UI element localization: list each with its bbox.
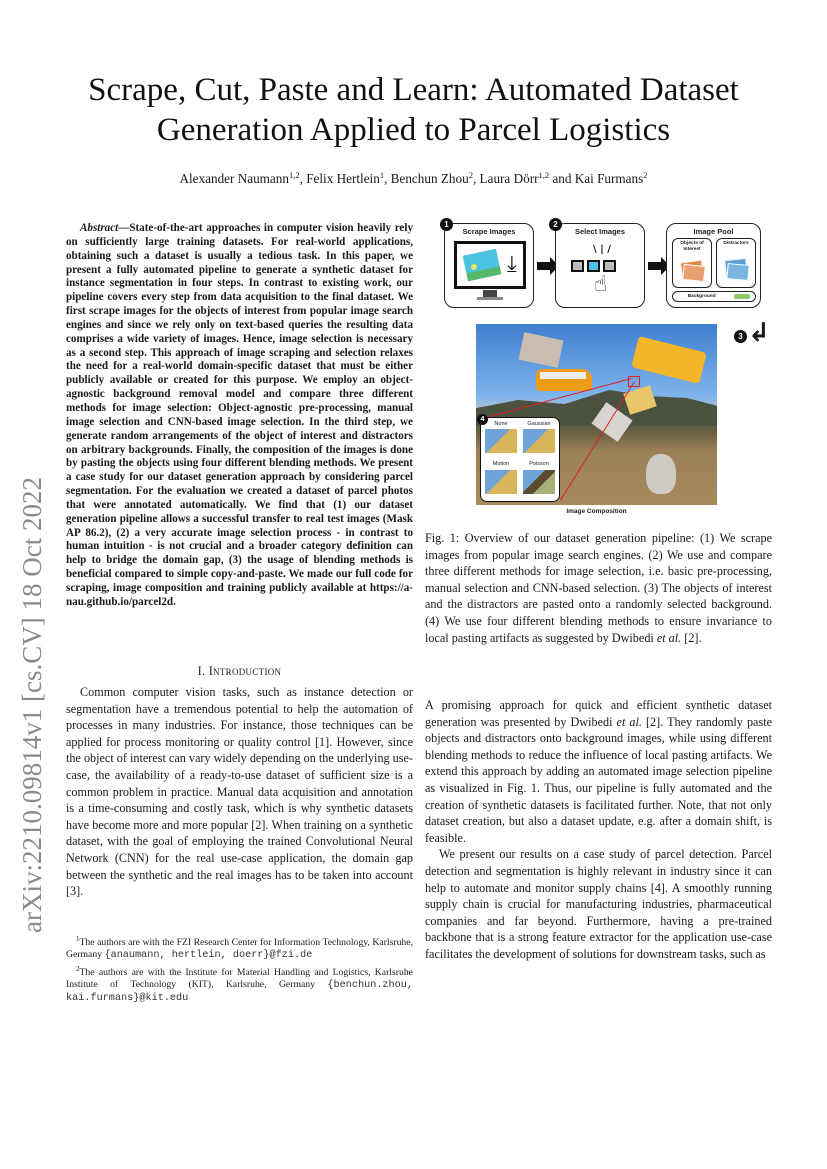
pool-distractors: Distractors (716, 238, 756, 288)
blend-none-sample (485, 429, 517, 453)
highlight-icon: \ | / (593, 244, 611, 255)
author-affiliation: 1 (379, 170, 385, 180)
paragraph: A promising approach for quick and efficient synthetic dataset generation was presented by Dwibedi et al. [2]. They randomly paste objects and distractors onto background images, while using different blending methods to reduce the influence of local pasting artifacts. We extend this approach by adding an automated image selection pipeline as visualized in Fig. 1. Thus, our pipeline is fully automated and the creation of synthetic datasets is facilitated further. Note, that not only dataset creation, but also a dataset update, e.g. after a domain shift, is feasible. (425, 698, 772, 845)
footnotes (66, 933, 413, 1005)
pointing-hand-icon: ☝ (594, 272, 608, 297)
figure-sublabel: Image Composition (566, 508, 627, 515)
introduction-body (66, 684, 413, 900)
paragraph: Common computer vision tasks, such as instance detection or segmentation have a tremendous potential to help the automation of processes in many industries. For instance, those techniques can be applied for process monitoring or quality control [1]. However, since the object of interest can vary widely depending on the underlying use-case, the availability of a ready-to-use dataset of sufficient size is a common problem in practice. Manual data acquisition and annotation is a time-consuming and costly task, which is why synthetic datasets have become more and more popular [2]. When training on a synthetic dataset, with the goal of employing the trained Convolutional Neural Network (CNN) for the real use-case application, the domain gap between the synthetic and the real images has to be taken into account [3]. (66, 685, 413, 899)
arrow-right-icon (537, 262, 551, 270)
thumbnail-row (571, 260, 616, 272)
footnote-1: $^1$The authors are with the FZI Research Center for Information Technology, Karlsruhe, Germany {anaumann, hertlein, doerr}@fzi.de (66, 935, 413, 962)
author: Benchun Zhou (390, 171, 469, 186)
figure-1-pipeline (440, 216, 785, 516)
arrow-right-icon (648, 262, 662, 270)
abstract: Abstract—State-of-the-art approaches in computer vision heavily rely on sufficiently large training datasets. For real-world applications, obtaining such a dataset is usually a tedious task. In this paper, we present a fully automated pipeline to generate a synthetic dataset for instance segmentation in four steps. In contrast to existing work, our pipeline covers every step from data acquisition to the final dataset. We first scrape images for the objects of interest from popular image search engines and since we rely only on text-based queries the resulting data comprises a wide variety of images. Hence, image selection is necessary as a second step. This approach of image scraping and selection relaxes the need for a real-world domain-specific dataset that must be either publicly available or created for this purpose. We employ an object-agnostic background removal model and compare three different methods for image selection: Object-agnostic pre-processing, manual image selection and CNN-based image selection. In the third step, we generate random arrangements of the object of interest and distractors on arbitrary backgrounds. Finally, the composition of the images is done by pasting the objects using four different blending methods. We present a case study for our dataset generation approach by considering parcel segmentation. For the evaluation we created a dataset of parcel photos that were annotated automatically. We find that (1) our dataset generation pipeline allows a successful transfer to real test images (Mask AP 86.2), (2) a very accurate image selection process - in contrast to human intuition - is not crucial and a broader category definition can help to bridge the domain gap, (3) the usage of blending methods is beneficial compared to simple copy-and-paste. We made our full code for scraping, image composition and training publicly available at https://a-nau.github.io/parcel2d. (66, 222, 413, 608)
panel-select-images (555, 223, 645, 308)
download-icon: ⤓ (507, 252, 517, 277)
monitor-icon (454, 241, 526, 289)
author: Laura Dörr (479, 171, 539, 186)
panel-title: Select Images (574, 227, 626, 236)
distractor-van (536, 369, 592, 391)
arxiv-stamp: arXiv:2210.09814v1 [cs.CV] 18 Oct 2022 (17, 477, 47, 933)
paragraph: We present our results on a case study of parcel detection. Parcel detection and segmentation is highly relevant in industry since it can help to automate and monitor supply chains [4]. A smoothly running supply chain is crucial for manufacturing industries, pharmaceutical companies and far beyond. Furthermore, having a pre-trained backbone that is a strong feature extractor for the application use-case facilitates the development of solutions for downstream tasks, such as (425, 847, 772, 961)
author: Kai Furmans (574, 171, 644, 186)
step-badge-4: 4 (477, 414, 488, 425)
step-badge-1: 1 (440, 218, 453, 231)
thumbnail-icon (571, 260, 584, 272)
footnote-2: $^2$The authors are with the Institute for Material Handling and Logistics, Karlsruhe Institute of Technology (KIT), Karlsruhe, Germany {benchun.zhou, kai.furmans}@kit.edu (66, 964, 413, 1005)
paper-title (40, 70, 787, 150)
panel-image-pool (666, 223, 761, 308)
title-line-2: Generation Applied to Parcel Logistics (156, 112, 671, 148)
curved-arrow-icon: ↲ (748, 318, 770, 348)
thumbnail-selected-icon (587, 260, 600, 272)
title-line-1: Scrape, Cut, Paste and Learn: Automated Dataset (88, 72, 739, 108)
blend-motion-sample (485, 470, 517, 494)
blending-methods-inset: None Gaussian Motion Poisson (480, 417, 560, 502)
abstract-text: State-of-the-art approaches in computer vision heavily rely on sufficiently large training datasets. For real-world applications, obtaining such a dataset is usually a tedious task. In this paper, we present a fully automated pipeline to generate a synthetic dataset for instance segmentation in four steps. In contrast to existing work, our pipeline covers every step from data acquisition to the final dataset. We first scrape images for the objects of interest from popular image search engines and since we rely only on text-based queries the resulting data comprises a wide variety of images. Hence, image selection is necessary as a second step. This approach of image scraping and selection relaxes the need for a real-world domain-specific dataset that must be either publicly available or created for this purpose. We employ an object-agnostic background removal model and compare three different methods for image selection: Object-agnostic pre-processing, manual image selection and CNN-based image selection. In the third step, we generate random arrangements of the object of interest and distractors on arbitrary backgrounds. Finally, the composition of the images is done by pasting the objects using four different blending methods. We present a case study for our dataset generation approach by considering parcel segmentation. For the evaluation we created a dataset of parcel photos that were annotated automatically. We find that (1) our dataset generation pipeline allows a successful transfer to real test images (Mask AP 86.2), (2) a very accurate image selection process - in contrast to human intuition - is not crucial and a broader category definition can help to bridge the domain gap, (3) the usage of blending methods is beneficial compared to simple copy-and-paste. We made our full code for scraping, image composition and training publicly available at https://a-nau.github.io/parcel2d. (66, 222, 413, 608)
panel-scrape-images (444, 223, 534, 308)
pool-background: Background (672, 291, 756, 302)
author-affiliation: 1,2 (288, 170, 300, 180)
figure-1-caption: Fig. 1: Overview of our dataset generation pipeline: (1) We scrape images from popular image search engines. (2) We use and compare three different methods for image selection, i.e. basic pre-processing, manual selection and CNN-based selection. (3) The objects of interest and the distractors are pasted onto a randomly selected background. (4) We use four different blending methods to ensure invariance to local pasting artifacts as suggested by Dwibedi et al. [2]. (425, 531, 772, 645)
distractor-teddy-bear (646, 454, 676, 494)
abstract-label: Abstract (80, 222, 119, 234)
distractor-bus (631, 336, 707, 384)
author: Alexander Naumann (179, 171, 289, 186)
step-badge-2: 2 (549, 218, 562, 231)
author-list: Alexander Naumann$^{1,2}$, Felix Hertlein$^1$, Benchun Zhou$^2$, Laura Dörr$^{1,2}$ and Kai Furmans$^2$ (179, 170, 648, 186)
author: Felix Hertlein (306, 171, 380, 186)
email-address: {benchun.zhou, kai.furmans}@kit.edu (66, 979, 413, 1005)
section-heading-introduction: I. Introduction (197, 664, 282, 678)
panel-title: Scrape Images (462, 227, 516, 236)
right-column-body (425, 697, 772, 963)
author-affiliation: 1,2 (538, 170, 550, 180)
step-badge-3: 3 (734, 330, 747, 343)
author-affiliation: 2 (468, 170, 473, 180)
thumbnail-icon (603, 260, 616, 272)
background-swatch-icon (734, 294, 750, 299)
author-affiliation: 2 (643, 170, 648, 180)
blend-poisson-sample (523, 470, 555, 494)
blend-gaussian-sample (523, 429, 555, 453)
pool-objects-of-interest: Objects of Interest (672, 238, 712, 288)
email-address: {anaumann, hertlein, doerr}@fzi.de (104, 950, 313, 962)
panel-title: Image Pool (693, 227, 734, 236)
composite-scene-image (476, 324, 717, 505)
image-icon (463, 249, 502, 282)
parcel-object (519, 332, 564, 368)
